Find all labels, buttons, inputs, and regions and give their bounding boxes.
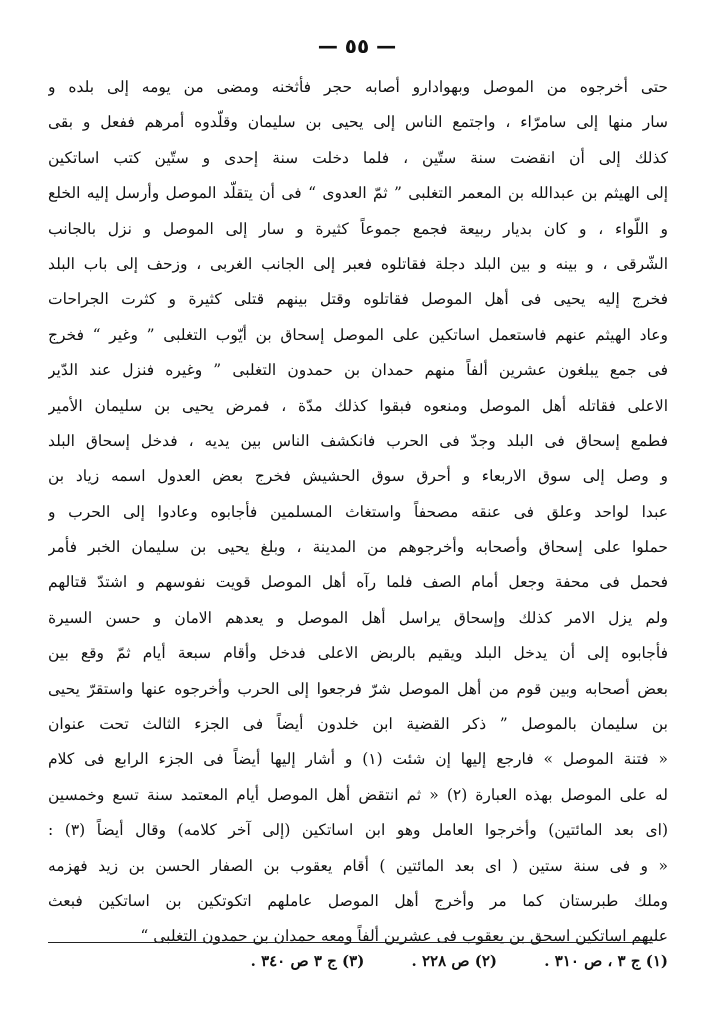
text-line: فخرج إليه يحيى فى أهل الموصل فقاتلوه وقتل بينهم قتلى كثيرة و كثرت الجراحات xyxy=(48,290,668,309)
text-line: سار منها إلى سامرّاء ، واجتمع الناس إلى يحيى بن سليمان وقلّدوه أمرهم ففعل و بقى xyxy=(48,113,668,132)
text-line: عبدا لواحد وعلق فى عنقه مصحفاً واستغاث المسلمين فأجابوه وعادوا إلى الحرب و xyxy=(48,502,668,521)
text-line: « فتنة الموصل » فارجع إليها إن شئت (١) و أشار إليها أيضاً فى الجزء الرابع فى كلام xyxy=(48,750,668,769)
footnotes xyxy=(48,946,668,976)
text-line: الاعلى فقاتله أهل الموصل ومنعوه فبقوا كذلك مدّة ، فمرض يحيى بن سليمان الأمير xyxy=(48,396,668,415)
footnote-divider xyxy=(48,942,652,943)
text-line: فأجابوه إلى أن يدخل البلد ويقيم بالربض الاعلى فدخل وأقام سبعة أيام ثمّ وقع بين xyxy=(48,644,668,663)
text-line: و اللّواء ، و كان بديار ربيعة فجمع جموعاً كثيرة و سار إلى الموصل و نزل بالجانب xyxy=(48,219,668,238)
text-line: حملوا على إسحاق وأصحابه وأخرجوهم من المدينة ، وبلغ يحيى بن سليمان الخبر فأمر xyxy=(48,538,668,557)
text-line: عليهم اساتكين اسحق بن يعقوب فى عشرين ألفاً ومعه حمدان بن حمدون التغلبى “ xyxy=(140,927,668,946)
text-line: (اى بعد المائتين) وأخرجوا العامل وهو ابن اساتكين (إلى آخر كلامه) وقال أيضاً (٣) : xyxy=(48,821,668,840)
text-line: و وصل إلى سوق الاربعاء و أحرق سوق الحشيش فخرج بعض العدول اسمه زياد بن xyxy=(48,467,668,486)
text-line: الشّرقى ، و بينه و بين البلد دجلة فقاتلوه فعبر إلى الجانب الغربى ، وزحف إلى باب البلد xyxy=(48,254,668,273)
footnote: (٢) ص ٢٢٨ . xyxy=(411,952,498,970)
footnote: (١) ج ٣ ، ص ٣١٠ . xyxy=(544,952,668,970)
text-line: فحمل فى محفة وجعل أمام الصف فلما رآه أهل الموصل قويت نفوسهم و اشتدّ قتالهم xyxy=(48,573,668,592)
text-line: بعض أصحابه وبين قوم من أهل الموصل شرّ فرجعوا إلى الحرب وأخرجوه عنها واستقرّ يحيى xyxy=(48,679,668,698)
text-line: كذلك إلى أن انقضت سنة ستّين ، فلما دخلت سنة إحدى و ستّين كتب اساتكين xyxy=(48,148,668,167)
body-text xyxy=(48,70,668,955)
text-line: وعاد الهيثم عنهم فاستعمل اساتكين على الموصل إسحاق بن أيّوب التغلبى ” وغير “ فخرج xyxy=(48,325,668,344)
text-line: ولم يزل الامر كذلك وإسحاق يراسل أهل الموصل و يعدهم الامان و حسن السيرة xyxy=(48,608,668,627)
text-line: وملك طبرستان كما مر وأخرج أهل الموصل عاملهم اتكوتكين بن اساتكين فبعث xyxy=(48,891,668,910)
text-line: حتى أخرجوه من الموصل وبهوادارو أصابه حجر فأثخنه ومضى من يومه إلى بلده و xyxy=(48,78,668,96)
text-line: بن سليمان بالموصل ” ذكر القضية ابن خلدون أيضاً فى الجزء الثالث تحت عنوان xyxy=(48,715,668,734)
text-line: إلى الهيثم بن عبدالله بن المعمر التغلبى ” ثمّ العدوى “ فى أن يتقلّد الموصل وأرسل إليه الخلع xyxy=(48,184,668,203)
page-number: — ٥٥ — xyxy=(317,34,397,58)
text-line: « و فى سنة ستين ( اى بعد المائتين ) أقام يعقوب بن الصفار الحسن بن زيد فهزمه xyxy=(48,856,668,875)
text-line: له على الموصل بهذه العبارة (٢) « ثم انتقض أهل الموصل أيام المعتمد سنة تسع وخمسين xyxy=(48,785,668,804)
footnote: (٣) ج ٣ ص ٣٤٠ . xyxy=(250,952,365,970)
text-line: فطمع إسحاق فى البلد وجدّ فى الحرب فانكشف الناس بين يديه ، فدخل إسحاق البلد xyxy=(48,431,668,450)
text-line: فى جمع يبلغون عشرين ألفاً منهم حمدان بن حمدون التغلبى ” وغيره فنزل عند الدّير xyxy=(48,361,668,380)
